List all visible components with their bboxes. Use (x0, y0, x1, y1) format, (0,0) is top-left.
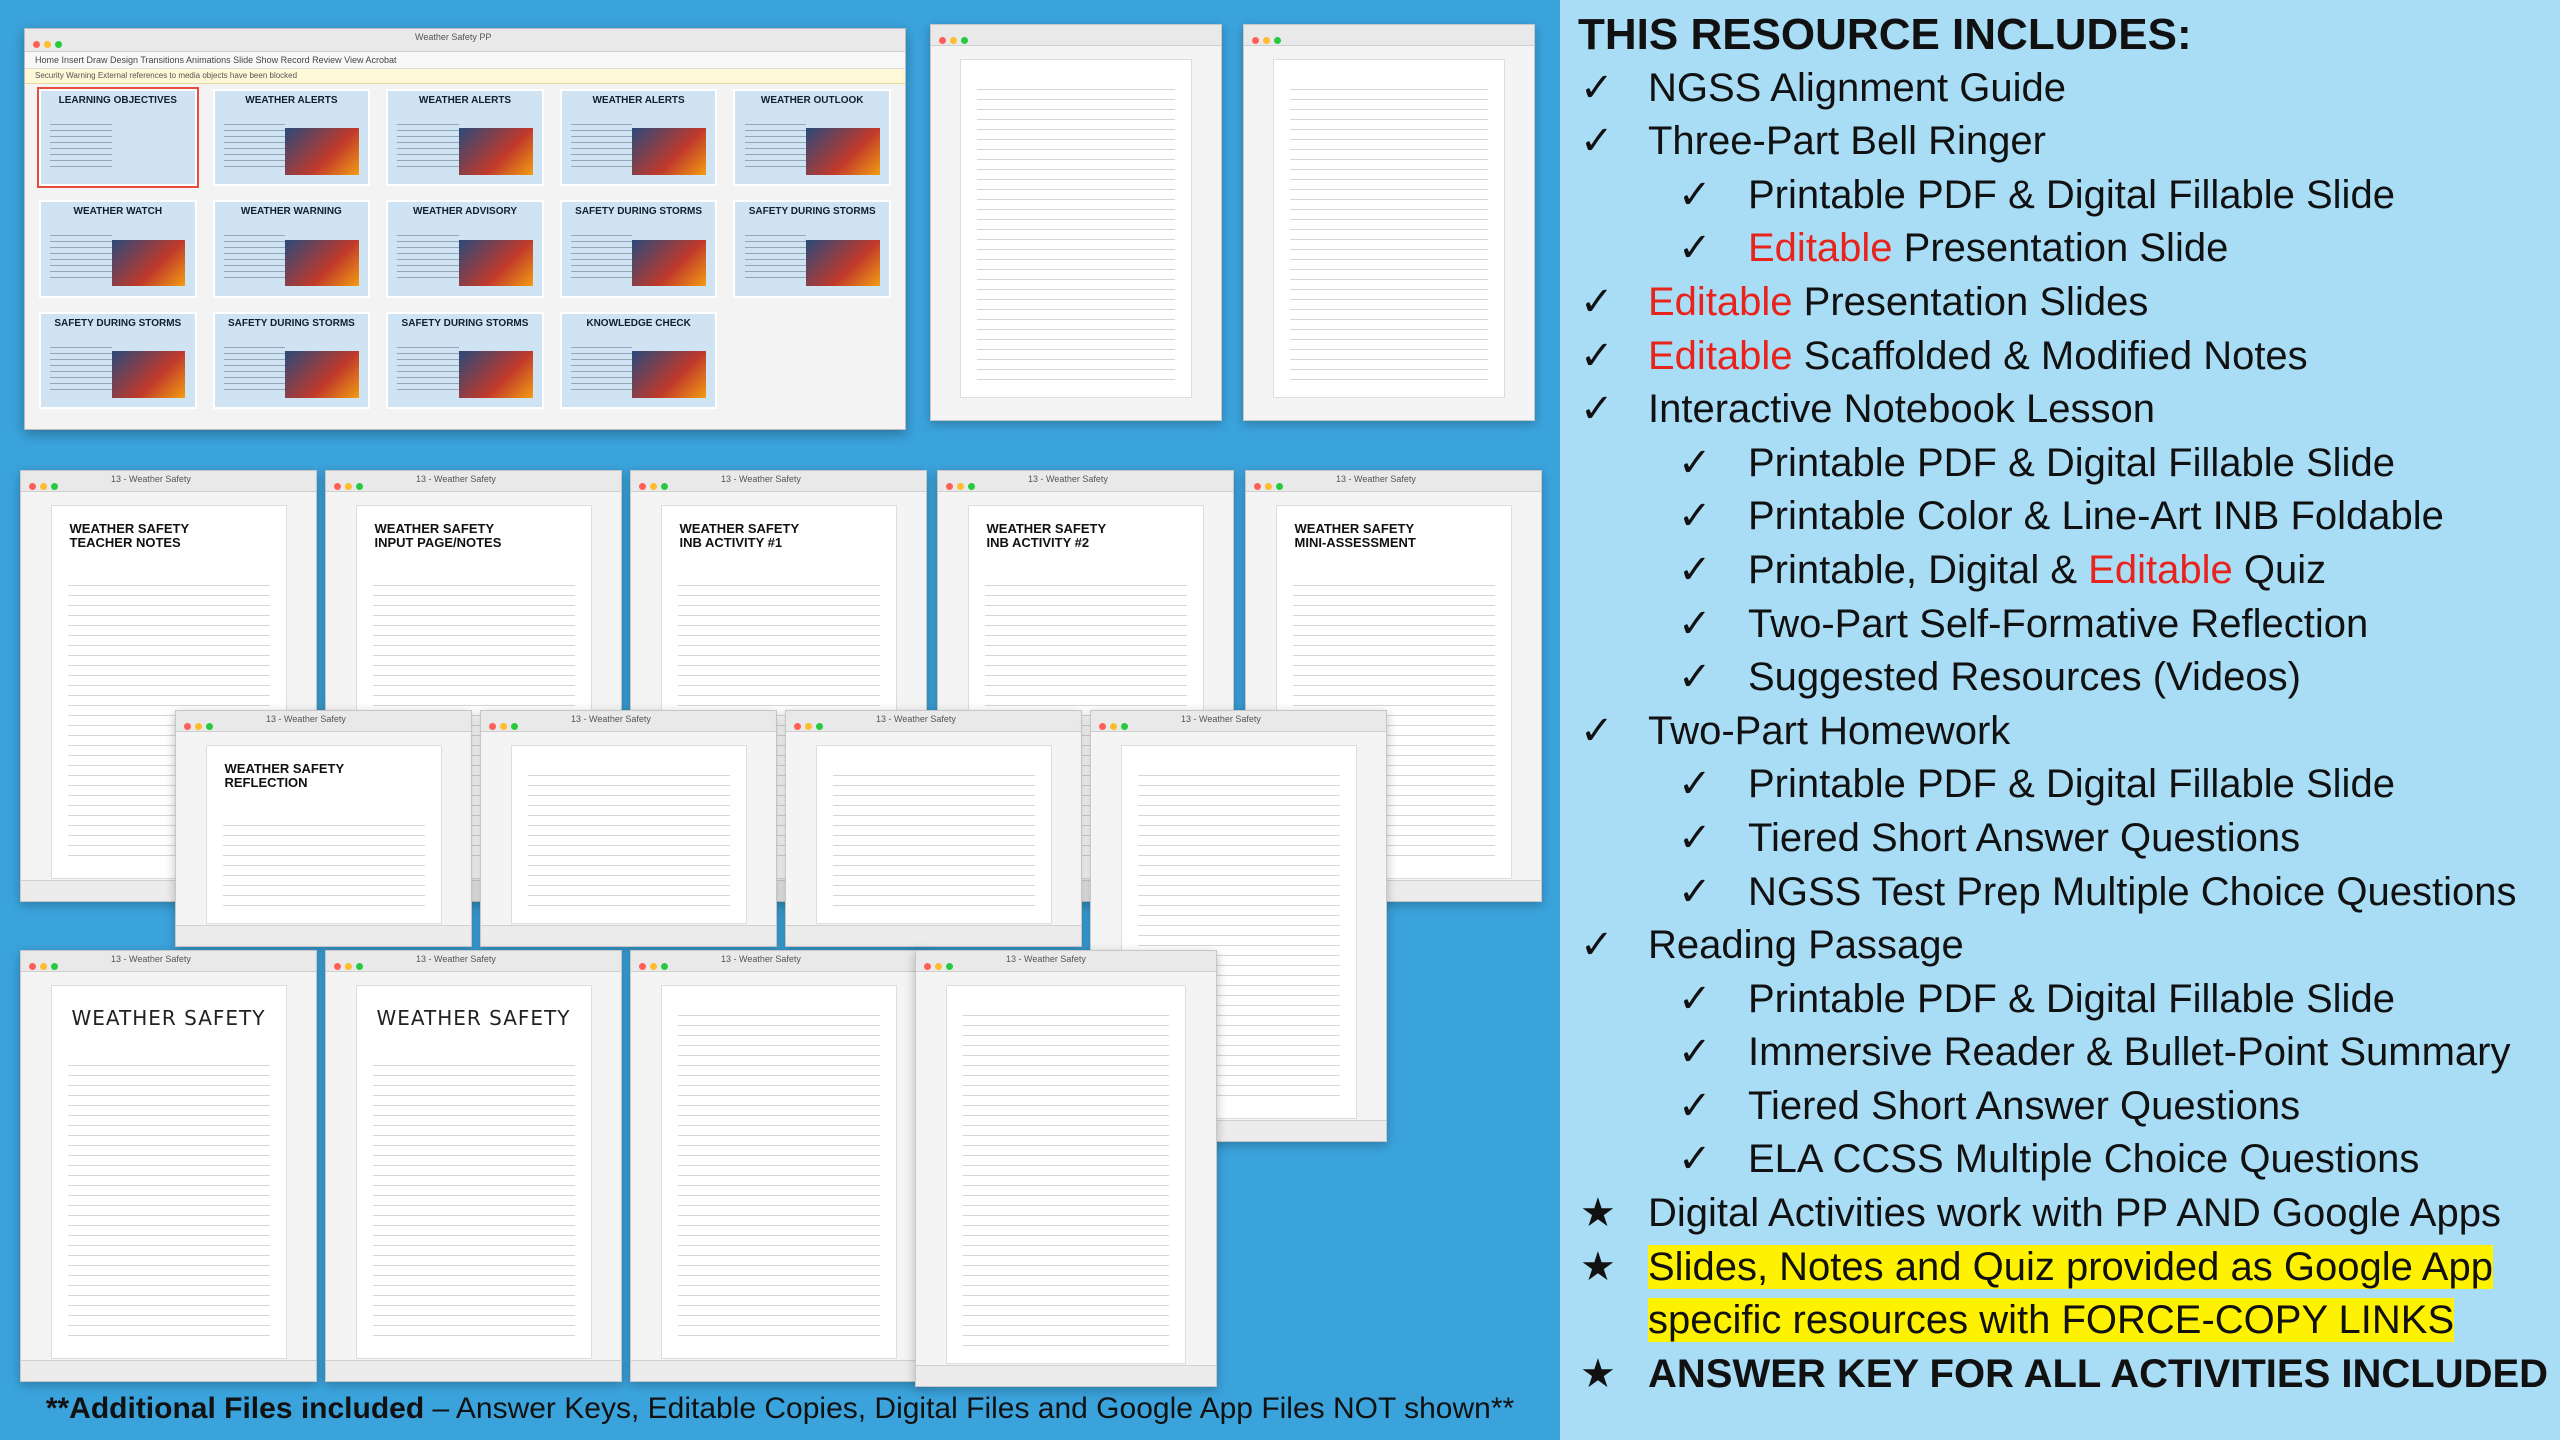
slide-title: SAFETY DURING STORMS (575, 206, 703, 218)
slide-text-block (571, 230, 632, 281)
slide-image (459, 351, 533, 398)
document-title: WEATHER SAFETY INB ACTIVITY #1 (679, 521, 800, 550)
include-item-text: Slides, Notes and Quiz provided as Google App (1648, 1244, 2493, 1289)
include-item (1578, 1187, 2553, 1241)
slide-text-block (571, 119, 632, 170)
window-title: Weather Safety PP (415, 32, 492, 42)
slide-text-block (50, 119, 111, 170)
slide-title: WEATHER ALERTS (245, 95, 338, 106)
include-item (1578, 812, 2553, 866)
slide-image (632, 128, 706, 175)
slide-thumbnail[interactable] (39, 200, 197, 297)
window-title: 13 - Weather Safety (1181, 714, 1261, 724)
check-icon: ✓ (1678, 655, 1712, 700)
slide-text-block (224, 230, 285, 281)
include-item (1578, 276, 2553, 330)
slide-thumbnail[interactable] (386, 200, 544, 297)
window-statusbar (21, 1360, 316, 1381)
include-item-text: NGSS Alignment Guide (1648, 65, 2066, 110)
include-item-text: Printable PDF & Digital Fillable Slide (1748, 762, 2395, 807)
slide-thumbnail[interactable] (560, 312, 718, 409)
includes-panel (1560, 0, 2560, 1440)
window-titlebar (786, 711, 1081, 732)
include-item (1578, 222, 2553, 276)
window-titlebar (21, 471, 316, 492)
slide-title: WEATHER ALERTS (418, 95, 512, 106)
slide-title: SAFETY DURING STORMS (54, 317, 182, 329)
check-icon: ✓ (1678, 547, 1712, 592)
check-icon: ✓ (1580, 387, 1614, 432)
slide-title: WEATHER WARNING (240, 206, 342, 218)
footer-note (0, 1392, 1560, 1426)
include-item-text: Two-Part Self-Formative Reflection (1748, 601, 2369, 646)
include-item (1578, 1294, 2553, 1348)
include-item (1578, 169, 2553, 223)
window-titlebar (1091, 711, 1386, 732)
include-item (1578, 330, 2553, 384)
slide-image (806, 128, 880, 175)
include-item (1578, 383, 2553, 437)
slide-thumbnail[interactable] (213, 200, 371, 297)
slide-thumbnail[interactable] (733, 200, 891, 297)
include-item (1578, 544, 2553, 598)
include-item-text: specific resources with FORCE-COPY LINKS (1648, 1298, 2455, 1343)
window-titlebar (631, 471, 926, 492)
slide-title: WEATHER OUTLOOK (760, 95, 864, 106)
window-title: 13 - Weather Safety (416, 954, 496, 964)
check-icon: ✓ (1678, 1083, 1712, 1128)
check-icon: ✓ (1678, 226, 1712, 271)
check-icon: ✓ (1678, 976, 1712, 1021)
check-icon: ✓ (1580, 65, 1614, 110)
document-title: WEATHER SAFETY TEACHER NOTES (69, 521, 190, 550)
window-titlebar (938, 471, 1233, 492)
slide-text-block (745, 119, 806, 170)
doc-thumbnail (630, 950, 927, 1382)
doc-thumbnail (20, 950, 317, 1382)
powerpoint-window (24, 28, 906, 430)
window-title: 13 - Weather Safety (1336, 474, 1416, 484)
include-item (1578, 919, 2553, 973)
check-icon: ✓ (1678, 1137, 1712, 1182)
include-item-text: Reading Passage (1648, 923, 1964, 968)
window-statusbar (176, 925, 471, 946)
include-item (1578, 115, 2553, 169)
includes-list (1578, 8, 2553, 1401)
include-item-text: Tiered Short Answer Questions (1748, 815, 2301, 860)
document-page (206, 745, 442, 924)
include-item-text: Printable PDF & Digital Fillable Slide (1748, 172, 2395, 217)
check-icon: ✓ (1678, 815, 1712, 860)
window-title: 13 - Weather Safety (721, 474, 801, 484)
slide-image (459, 240, 533, 287)
footer-rest: – Answer Keys, Editable Copies, Digital Files and Google App Files NOT shown** (424, 1392, 1515, 1425)
doc-thumbnail (1243, 24, 1535, 421)
slide-thumbnail[interactable] (39, 312, 197, 409)
include-item (1578, 1348, 2553, 1402)
include-item-text: Digital Activities work with PP AND Google Apps (1648, 1191, 2501, 1236)
include-item-text: Editable (1748, 226, 1893, 271)
include-item (1578, 62, 2553, 116)
include-item-text: Printable PDF & Digital Fillable Slide (1748, 976, 2395, 1021)
include-item (1578, 651, 2553, 705)
window-statusbar (326, 1360, 621, 1381)
check-icon: ✓ (1678, 440, 1712, 485)
slide-title: WEATHER ALERTS (592, 95, 685, 106)
check-icon: ✓ (1678, 869, 1712, 914)
window-titlebar (25, 29, 905, 52)
ribbon: Home Insert Draw Design Transitions Animations Slide Show Record Review View Acrobat (25, 52, 905, 69)
include-item-text: ELA CCSS Multiple Choice Questions (1748, 1137, 2420, 1182)
window-titlebar (916, 951, 1216, 972)
slide-title: SAFETY DURING STORMS (227, 317, 355, 329)
include-item (1578, 973, 2553, 1027)
slide-image (459, 128, 533, 175)
include-item-text: NGSS Test Prep Multiple Choice Questions (1748, 869, 2517, 914)
include-item (1578, 437, 2553, 491)
check-icon: ✓ (1678, 762, 1712, 807)
check-icon: ✓ (1678, 172, 1712, 217)
slide-sorter (39, 89, 891, 409)
document-title: WEATHER SAFETY MINI-ASSESSMENT (1294, 521, 1416, 550)
slide-image (285, 128, 359, 175)
slide-image (285, 351, 359, 398)
include-item-text: Quiz (2232, 547, 2327, 592)
document-text-lines (528, 766, 730, 907)
document-page (356, 985, 592, 1359)
check-icon: ✓ (1678, 494, 1712, 539)
slide-image (806, 240, 880, 287)
window-title: 13 - Weather Safety (111, 954, 191, 964)
window-titlebar (176, 711, 471, 732)
include-item (1578, 1080, 2553, 1134)
include-item (1578, 705, 2553, 759)
check-icon: ✓ (1580, 923, 1614, 968)
window-titlebar (326, 471, 621, 492)
document-title: WEATHER SAFETY INB ACTIVITY #2 (986, 521, 1107, 550)
doc-thumbnail (480, 710, 777, 947)
window-titlebar (481, 711, 776, 732)
window-title: 13 - Weather Safety (571, 714, 651, 724)
document-text-lines (833, 766, 1035, 907)
include-item-text: Immersive Reader & Bullet-Point Summary (1748, 1030, 2511, 1075)
window-titlebar (1246, 471, 1541, 492)
document-text-lines (68, 1056, 270, 1342)
document-page (511, 745, 747, 924)
include-item (1578, 866, 2553, 920)
slide-thumbnail[interactable] (386, 312, 544, 409)
include-item-text: Printable PDF & Digital Fillable Slide (1748, 440, 2395, 485)
document-title: WEATHER SAFETY REFLECTION (224, 761, 345, 790)
window-title: 13 - Weather Safety (1006, 954, 1086, 964)
doc-thumbnail (785, 710, 1082, 947)
slide-thumbnail[interactable] (39, 89, 197, 186)
slide-text-block (571, 342, 632, 393)
slide-title: KNOWLEDGE CHECK (586, 317, 691, 329)
slide-text-block (397, 342, 458, 393)
include-item (1578, 1241, 2553, 1295)
window-statusbar (631, 1360, 926, 1381)
window-titlebar (631, 951, 926, 972)
slide-thumbnail[interactable] (386, 89, 544, 186)
slide-text-block (397, 230, 458, 281)
doc-thumbnail (325, 950, 622, 1382)
include-item-text: Two-Part Homework (1648, 708, 2011, 753)
slide-thumbnail[interactable] (213, 89, 371, 186)
include-item (1578, 1026, 2553, 1080)
star-icon: ★ (1580, 1244, 1616, 1289)
security-warning: Security Warning External references to media objects have been blocked (25, 69, 905, 84)
window-title: 13 - Weather Safety (111, 474, 191, 484)
check-icon: ✓ (1678, 1030, 1712, 1075)
slide-thumbnail[interactable] (560, 89, 718, 186)
includes-heading: THIS RESOURCE INCLUDES: (1578, 10, 2192, 59)
window-titlebar (326, 951, 621, 972)
window-title: 13 - Weather Safety (416, 474, 496, 484)
window-statusbar (916, 1365, 1216, 1386)
check-icon: ✓ (1678, 601, 1712, 646)
document-title: WEATHER SAFETY INPUT PAGE/NOTES (374, 521, 502, 550)
include-item-text: Editable (1648, 279, 1793, 324)
slide-text-block (224, 342, 285, 393)
include-item-text: Printable, Digital & (1748, 547, 2089, 592)
document-text-lines (678, 1006, 880, 1342)
star-icon: ★ (1580, 1191, 1616, 1236)
document-page (816, 745, 1052, 924)
include-item-text: Scaffolded & Modified Notes (1792, 333, 2308, 378)
window-statusbar (786, 925, 1081, 946)
slide-image (112, 351, 186, 398)
check-icon: ✓ (1580, 708, 1614, 753)
include-item-text: Suggested Resources (Videos) (1748, 655, 2301, 700)
slide-text-block (50, 230, 111, 281)
slide-image (112, 240, 186, 287)
document-heading: WEATHER SAFETY (71, 1006, 266, 1030)
include-item-text: Editable (1648, 333, 1793, 378)
check-icon: ✓ (1580, 119, 1614, 164)
slide-thumbnail[interactable] (213, 312, 371, 409)
window-statusbar (481, 925, 776, 946)
include-item (1578, 490, 2553, 544)
slide-image (632, 240, 706, 287)
document-text-lines (223, 816, 425, 907)
doc-thumbnail (915, 950, 1217, 1387)
star-icon: ★ (1580, 1351, 1616, 1396)
document-page (51, 985, 287, 1359)
include-item-text: ANSWER KEY FOR ALL ACTIVITIES INCLUDED (1648, 1351, 2549, 1396)
include-item-text: Tiered Short Answer Questions (1748, 1083, 2301, 1128)
include-item (1578, 758, 2553, 812)
slide-image (285, 240, 359, 287)
slide-text-block (224, 119, 285, 170)
window-title: 13 - Weather Safety (1028, 474, 1108, 484)
window-titlebar (21, 951, 316, 972)
slide-thumbnail[interactable] (733, 89, 891, 186)
include-item-text: Printable Color & Line-Art INB Foldable (1748, 494, 2444, 539)
document-page (946, 985, 1186, 1364)
include-item-text: Editable (2088, 547, 2233, 592)
slide-title: WEATHER ADVISORY (412, 206, 518, 218)
include-item (1578, 598, 2553, 652)
window-title: 13 - Weather Safety (266, 714, 346, 724)
document-heading: WEATHER SAFETY (376, 1006, 571, 1030)
slide-thumbnail[interactable] (560, 200, 718, 297)
slide-text-block (745, 230, 806, 281)
include-item-text: Three-Part Bell Ringer (1648, 119, 2046, 164)
slide-image (632, 351, 706, 398)
slide-title: SAFETY DURING STORMS (748, 206, 876, 218)
window-title: 13 - Weather Safety (876, 714, 956, 724)
doc-thumbnail (930, 24, 1222, 421)
footer-bold: **Additional Files included (45, 1392, 425, 1425)
slide-text-block (397, 119, 458, 170)
check-icon: ✓ (1580, 279, 1614, 324)
include-item (1578, 1133, 2553, 1187)
document-page (661, 985, 897, 1359)
check-icon: ✓ (1580, 333, 1614, 378)
doc-thumbnail (175, 710, 472, 947)
slide-title: SAFETY DURING STORMS (401, 317, 529, 329)
slide-thumbnail[interactable] (733, 312, 891, 409)
slide-text-block (50, 342, 111, 393)
include-item-text: Presentation Slides (1792, 279, 2149, 324)
document-text-lines (963, 1006, 1169, 1347)
slide-title: WEATHER WATCH (73, 206, 163, 218)
include-item-text: Interactive Notebook Lesson (1648, 387, 2155, 432)
slide-title: LEARNING OBJECTIVES (58, 95, 177, 106)
window-title: 13 - Weather Safety (721, 954, 801, 964)
document-text-lines (373, 1056, 575, 1342)
include-item-text: Presentation Slide (1892, 226, 2229, 271)
